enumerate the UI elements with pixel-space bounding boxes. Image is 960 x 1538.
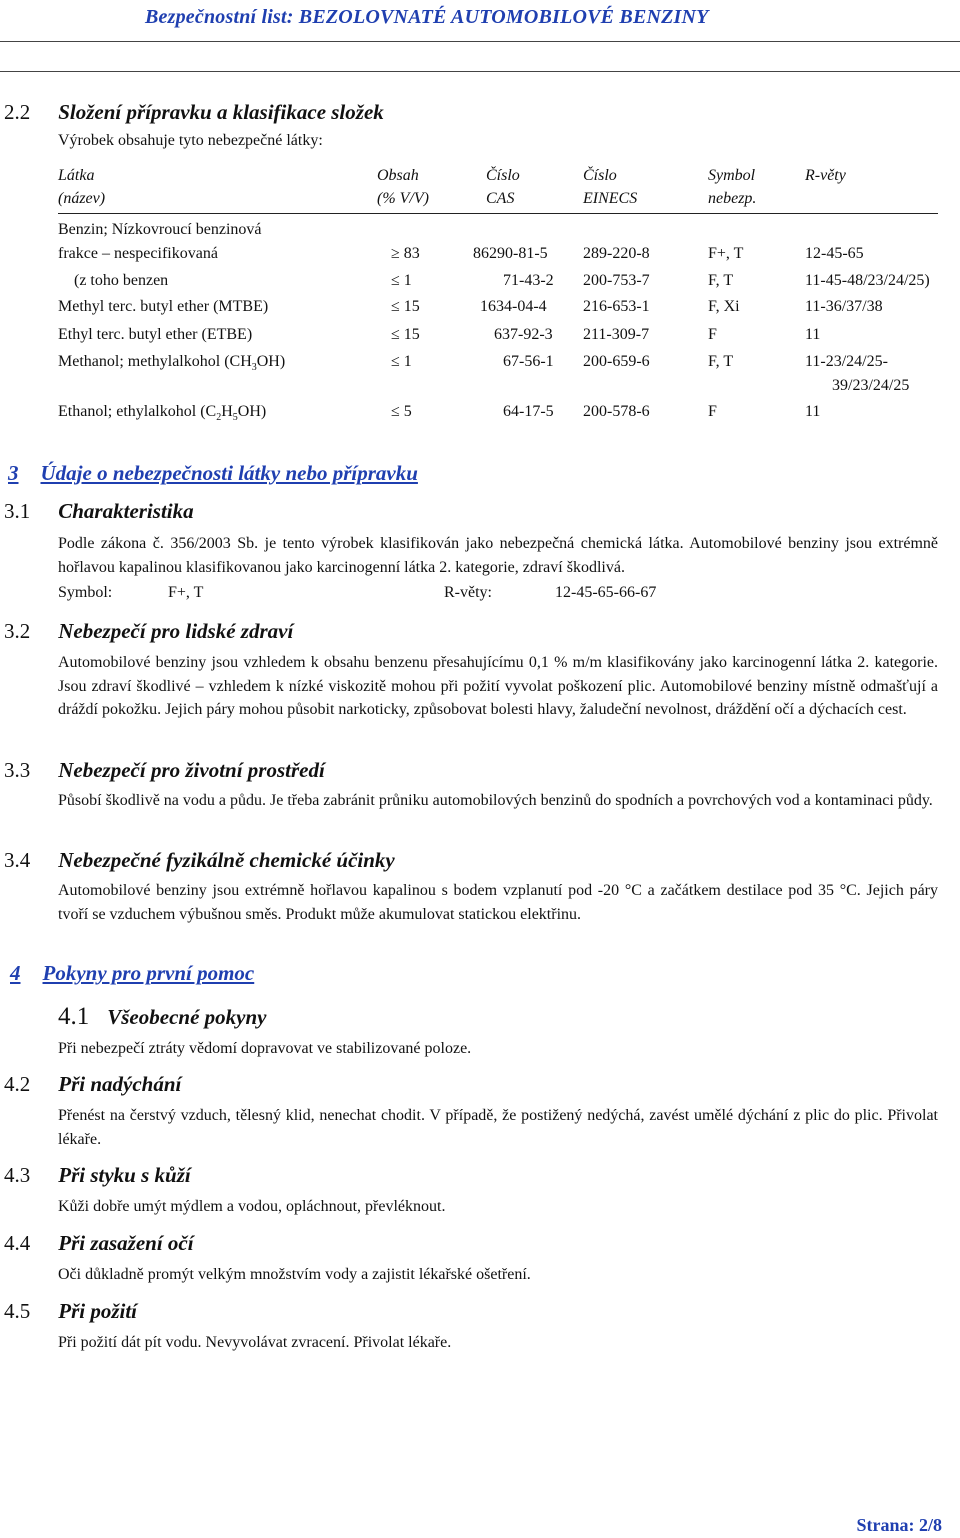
section-4-2-heading <box>4 1072 181 1097</box>
table-cell-cas: 71-43-2 <box>503 272 554 289</box>
section-4-2-text: Přenést na čerstvý vzduch, tělesný klid, nenechat chodit. V případě, že postižený nedýchá, zavést umělé dýchání z plic do plic. Přivolat lékaře. <box>58 1107 938 1148</box>
section-number: 3.4 <box>4 848 31 872</box>
table-cell-name: Ethanol; ethylalkohol $(C_2H_5OH)$ <box>58 403 267 424</box>
section-number: 4.5 <box>4 1299 31 1323</box>
table-cell-cas: 86290-81-5 <box>473 245 548 262</box>
rvety-value: 12-45-65-66-67 <box>555 584 657 601</box>
header-divider <box>0 41 960 42</box>
col-header-obsah-sub: (% V/V) <box>377 190 429 207</box>
table-cell-rvety: 12-45-65 <box>805 245 864 262</box>
page-number: Strana: 2/8 <box>856 1515 942 1535</box>
section-title: Charakteristika <box>58 499 194 523</box>
section-4-3-text: Kůži dobře umýt mýdlem a vodou, opláchnout, převléknout. <box>58 1198 446 1215</box>
section-number: 3.2 <box>4 619 31 643</box>
table-cell-einecs: 216-653-1 <box>583 298 650 315</box>
table-cell-obsah: ≤ 1 <box>391 353 412 370</box>
section-title: Při zasažení očí <box>58 1231 194 1255</box>
table-cell-cas: 637-92-3 <box>494 326 553 343</box>
table-cell-obsah: ≤ 5 <box>391 403 412 420</box>
table-cell-symbol: F, T <box>708 272 734 289</box>
table-cell-einecs: 289-220-8 <box>583 245 650 262</box>
table-cell-obsah: ≤ 1 <box>391 272 412 289</box>
table-cell-symbol: F <box>708 403 717 420</box>
header-divider-2 <box>0 71 960 72</box>
section-title: Při nadýchání <box>58 1072 182 1096</box>
col-header-obsah: Obsah <box>377 167 419 184</box>
section-title: Všeobecné pokyny <box>107 1005 267 1029</box>
table-cell-cas: 1634-04-4 <box>480 298 547 315</box>
table-cell-symbol: F, T <box>708 353 734 370</box>
section-title: Nebezpečí pro životní prostředí <box>58 758 325 782</box>
section-3-3-heading <box>4 758 325 783</box>
section-4-1-heading <box>58 1003 266 1031</box>
section-4-1-text: Při nebezpečí ztráty vědomí dopravovat ve stabilizované poloze. <box>58 1040 472 1057</box>
table-cell-symbol: F+, T <box>708 245 744 262</box>
section-number: 3 <box>8 461 19 485</box>
table-cell-rvety: 11-36/37/38 <box>805 298 883 315</box>
section-3-2-heading <box>4 619 293 644</box>
table-cell-obsah: ≤ 15 <box>391 298 420 315</box>
col-header-einecs-sub: EINECS <box>583 190 638 207</box>
section-number: 3.3 <box>4 758 31 782</box>
col-header-symbol-sub: nebezp. <box>708 190 757 207</box>
section-3-1-heading <box>4 499 194 524</box>
section-4-3-heading <box>4 1163 191 1188</box>
section-4-4-text: Oči důkladně promýt velkým množstvím vody a zajistit lékařské ošetření. <box>58 1266 531 1283</box>
section-3-4-heading <box>4 848 395 873</box>
section-title: Při požití <box>58 1299 138 1323</box>
table-cell-symbol: F <box>708 326 717 343</box>
table-cell-obsah: ≥ 83 <box>391 245 420 262</box>
section-4-4-heading <box>4 1231 194 1256</box>
table-cell-einecs: 200-753-7 <box>583 272 650 289</box>
col-header-cas: Číslo <box>486 167 520 184</box>
section-number: 2.2 <box>4 100 31 124</box>
section-4-5-text: Při požití dát pít vodu. Nevyvolávat zvracení. Přivolat lékaře. <box>58 1334 452 1351</box>
table-cell-obsah: ≤ 15 <box>391 326 420 343</box>
table-cell-rvety-cont: 39/23/24/25 <box>832 377 910 394</box>
section-number: 4.1 <box>58 1003 90 1030</box>
col-header-einecs: Číslo <box>583 167 617 184</box>
section-title: Pokyny pro první pomoc <box>42 961 255 985</box>
table-cell-name: Methanol; methylalkohol $(CH_3OH)$ <box>58 353 286 374</box>
table-cell-name: frakce – nespecifikovaná <box>58 245 218 262</box>
col-header-latka: Látka <box>58 167 95 184</box>
table-header-rule <box>58 213 938 214</box>
table-cell-cas: 64-17-5 <box>503 403 554 420</box>
table-cell-name: Methyl terc. butyl ether (MTBE) <box>58 298 269 315</box>
section-number: 4 <box>10 961 21 985</box>
section-3-2-text: Automobilové benziny jsou vzhledem k obsahu benzenu přesahujícímu 0,1 % m/m klasifikovány jako karcinogenní látka 2. kategorie. Jsou zdraví škodlivé – vzhledem k nízké viskozitě mohou při požití vyvolat poškození plic. Automobilové benziny místně odmašťují a dráždí pokožku. Jejich páry mohou působit narkoticky, způsobovat bolesti hlavy, žaludeční nevolnost, dráždění očí a dýchacích cest. <box>58 654 938 718</box>
section-3-1-text: Podle zákona č. 356/2003 Sb. je tento výrobek klasifikován jako nebezpečná chemická látka. Automobilové benziny jsou extrémně hořlavou kapalinou klasifikovanou jako karcinogenní látka 2. kategorie, zdraví škodlivá. <box>58 535 938 576</box>
table-cell-rvety: 11 <box>805 403 821 420</box>
section-number: 4.3 <box>4 1163 31 1187</box>
section-3-3-text: Působí škodlivě na vodu a půdu. Je třeba zabránit průniku automobilových benzinů do spodních a povrchových vod a kontaminaci půdy. <box>58 792 933 809</box>
intro-text: Výrobek obsahuje tyto nebezpečné látky: <box>58 132 323 149</box>
section-2-2-heading <box>4 100 384 125</box>
section-3-heading <box>8 461 418 486</box>
table-cell-einecs: 200-659-6 <box>583 353 650 370</box>
symbol-label: Symbol: <box>58 584 113 601</box>
table-cell-einecs: 200-578-6 <box>583 403 650 420</box>
table-cell-rvety: 11-45-48/23/24/25) <box>805 272 930 289</box>
section-number: 4.2 <box>4 1072 31 1096</box>
section-4-heading <box>10 961 254 986</box>
section-number: 4.4 <box>4 1231 31 1255</box>
section-3-4-text: Automobilové benziny jsou extrémně hořlavou kapalinou s bodem vzplanutí pod -20 °C a začátkem destilace pod 35 °C. Jejich páry tvoří se vzduchem výbušnou směs. Produkt může akumulovat statickou elektřinu. <box>58 882 938 923</box>
table-cell-name: (z toho benzen <box>74 272 169 289</box>
section-title: Nebezpečí pro lidské zdraví <box>58 619 294 643</box>
col-header-latka-sub: (název) <box>58 190 106 207</box>
table-cell-name: Ethyl terc. butyl ether (ETBE) <box>58 326 253 343</box>
rvety-label: R-věty: <box>444 584 492 601</box>
table-cell-rvety: 11 <box>805 326 821 343</box>
table-cell-einecs: 211-309-7 <box>583 326 650 343</box>
symbol-value: F+, T <box>168 584 204 601</box>
section-title: Údaje o nebezpečnosti látky nebo přípravku <box>40 461 418 485</box>
section-title: Při styku s kůží <box>58 1163 191 1187</box>
document-header: Bezpečnostní list: BEZOLOVNATÉ AUTOMOBILOVÉ BENZINY <box>145 6 709 28</box>
section-title: Nebezpečné fyzikálně chemické účinky <box>58 848 395 872</box>
col-header-cas-sub: CAS <box>486 190 515 207</box>
section-number: 3.1 <box>4 499 31 523</box>
table-cell-name-line1: Benzin; Nízkovroucí benzinová <box>58 221 262 238</box>
table-cell-rvety: 11-23/24/25- <box>805 353 888 370</box>
col-header-rvety: R-věty <box>805 167 846 184</box>
section-title: Složení přípravku a klasifikace složek <box>58 100 384 124</box>
table-cell-symbol: F, Xi <box>708 298 740 315</box>
section-4-5-heading <box>4 1299 137 1324</box>
col-header-symbol: Symbol <box>708 167 756 184</box>
table-cell-cas: 67-56-1 <box>503 353 554 370</box>
